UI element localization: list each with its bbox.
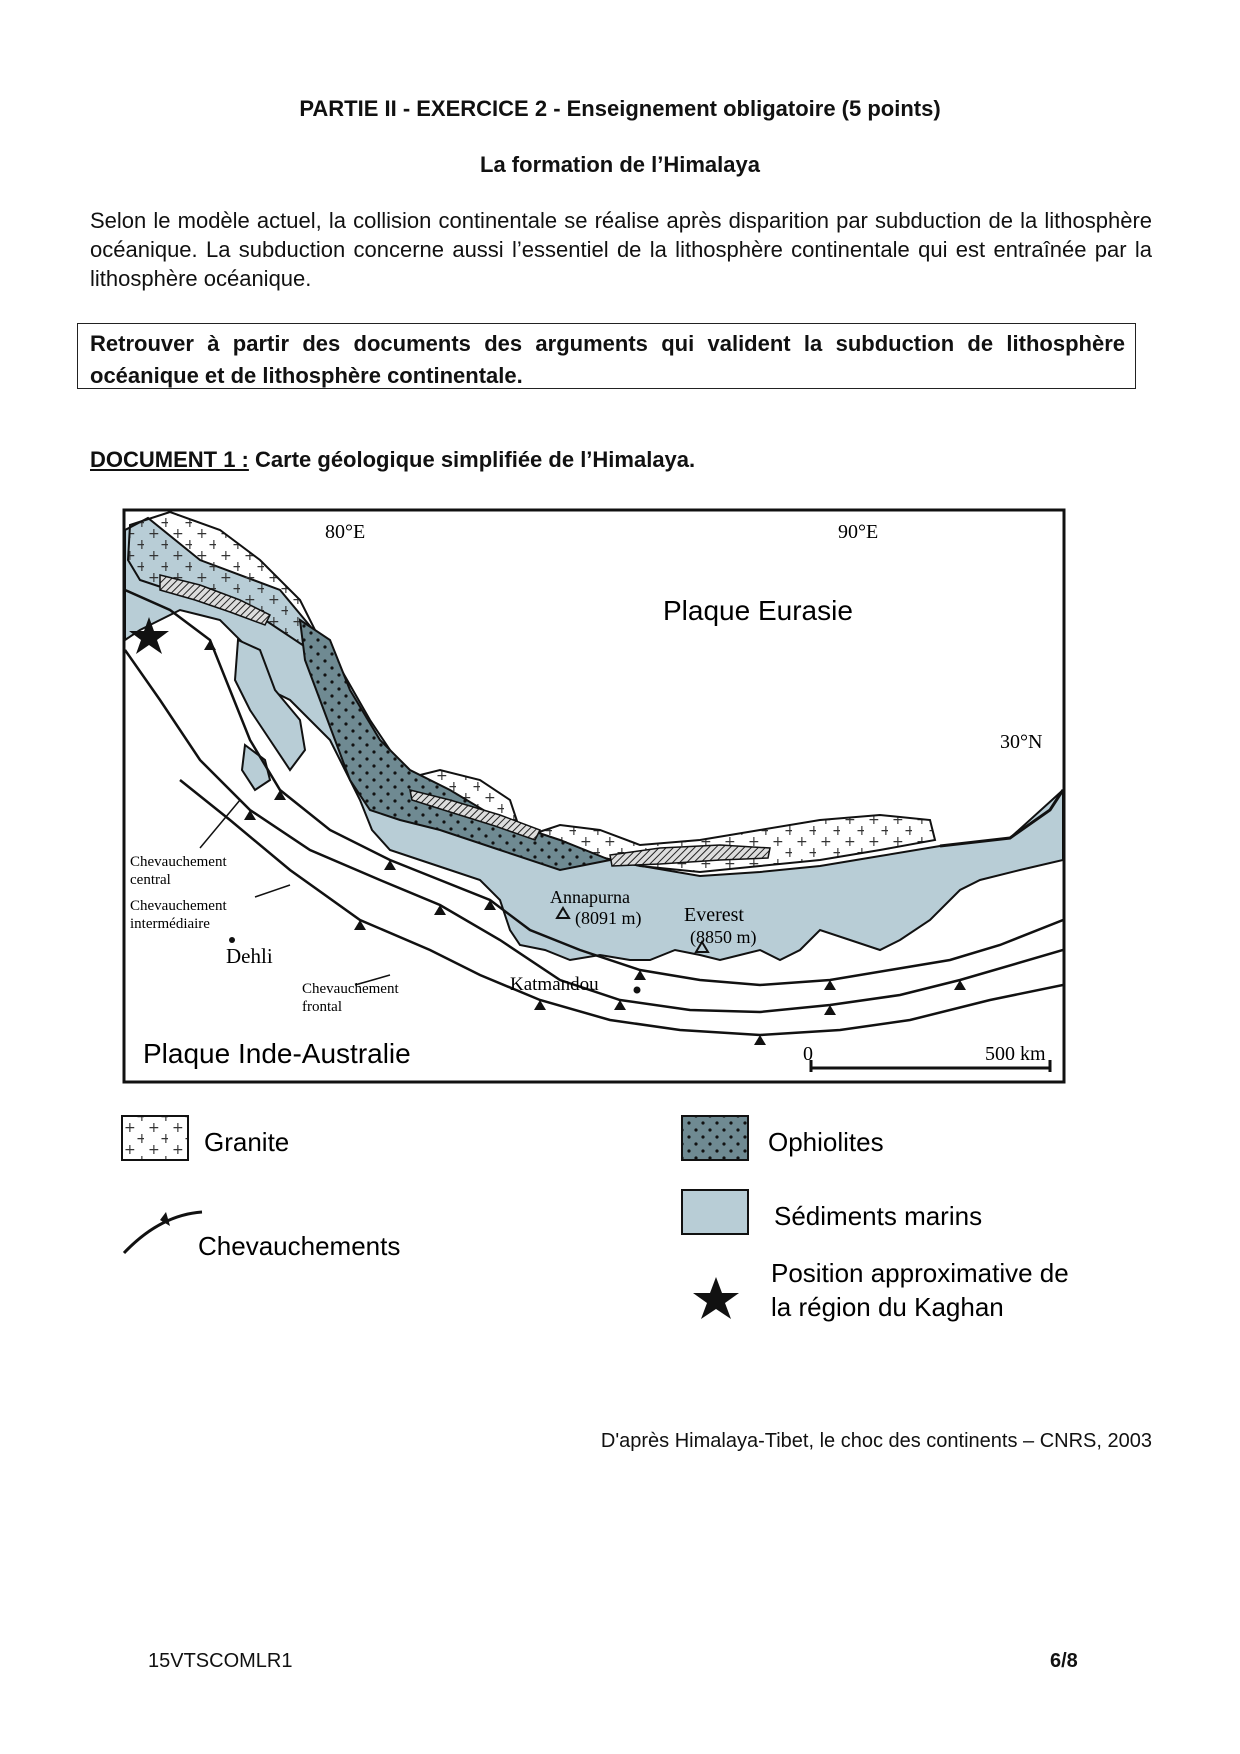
intro-paragraph: Selon le modèle actuel, la collision continentale se réalise après disparition par subduction de la lithosphère océanique. La subduction concerne aussi l’essentiel de la lithosphère continentale qui est entraînée par la lithosphère océanique. [90,208,1152,291]
source-citation: D'après Himalaya-Tibet, le choc des continents – CNRS, 2003 [600,1430,1152,1452]
legend-granite-swatch [122,1116,188,1160]
everest-altitude: (8850 m) [690,927,757,947]
legend-thrust-symbol [124,1212,202,1253]
thrust-central-label-1: Chevauchement [130,854,227,870]
scale-max-label: 500 km [985,1043,1046,1065]
dehli-marker [229,937,235,943]
thrust-frontal-label-1: Chevauchement [302,981,399,997]
thrust-intermediate-label-2: intermédiaire [130,916,210,932]
katmandou-label: Katmandou [510,974,599,995]
dehli-label: Dehli [226,944,273,968]
katmandou-marker [634,987,641,994]
document-title: Carte géologique simplifiée de l’Himalaya. [255,447,696,472]
thrust-central-label-2: central [130,872,171,888]
annapurna-label: Annapurna [550,887,630,907]
page-title: La formation de l’Himalaya [480,152,760,177]
legend-thrusts-label: Chevauchements [198,1231,401,1261]
legend-sediments-label: Sédiments marins [774,1201,983,1231]
legend-kaghan-label-1: Position approximative de [771,1258,1069,1288]
task-text: Retrouver à partir des documents des arguments qui valident la subduction de lithosphère océanique et de lithosphère continentale. [90,331,1125,388]
lon-90-label: 90°E [838,521,879,543]
footer-code: 15VTSCOMLR1 [148,1650,293,1672]
document-label: DOCUMENT 1 : [90,447,249,472]
page-number: 6/8 [1050,1650,1078,1672]
plate-eurasie-label: Plaque Eurasie [663,595,853,626]
lat-30-label: 30°N [1000,731,1043,753]
legend-sediments-swatch [682,1190,748,1234]
scale-zero-label: 0 [803,1043,813,1065]
everest-label: Everest [684,904,744,926]
thrust-intermediate-label-1: Chevauchement [130,898,227,914]
legend-kaghan-label-2: la région du Kaghan [771,1292,1004,1322]
lon-80-label: 80°E [325,521,366,543]
legend-ophiolites-swatch [682,1116,748,1160]
plate-inde-australie-label: Plaque Inde-Australie [143,1038,411,1069]
part-title: PARTIE II - EXERCICE 2 - Enseignement obligatoire (5 points) [299,96,941,121]
annapurna-altitude: (8091 m) [575,908,642,928]
legend-kaghan-star-icon [693,1277,739,1319]
legend-ophiolites-label: Ophiolites [768,1127,884,1157]
legend-granite-label: Granite [204,1127,290,1157]
thrust-frontal-label-2: frontal [302,999,342,1015]
